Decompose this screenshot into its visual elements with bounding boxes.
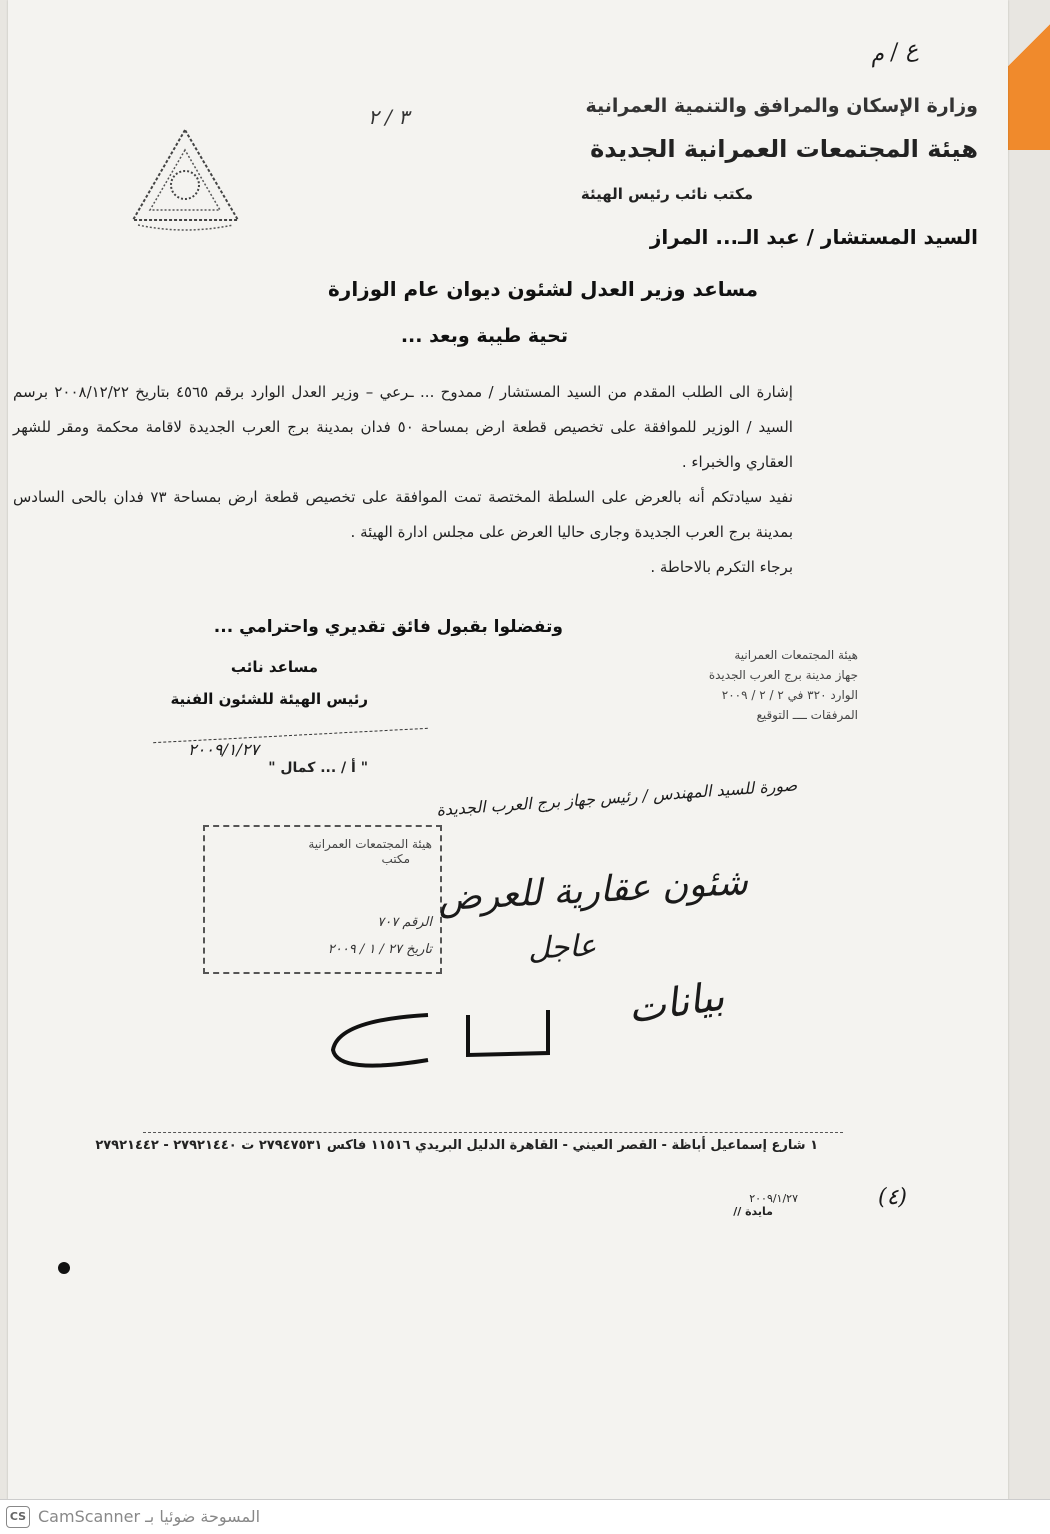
body-paragraph-2: نفيد سيادتكم أنه بالعرض على السلطة المختصة تمت الموافقة على تخصيص قطعة ارض بمساحة ٧٣ فدان بالحى السادس بمدينة برج العرب الجديدة وجارى حاليا العرض على مجلس ادارة الهيئة .: [13, 488, 793, 541]
stamp-line: الوارد ٣٢٠ في ٢ / ٢ / ٢٠٠٩: [721, 688, 858, 702]
stamp-line: هيئة المجتمعات العمرانية: [308, 837, 432, 851]
footer-address: ١ شارع إسماعيل أباظة - القصر العيني - القاهرة الدليل البريدي ١١٥١٦ فاكس ٢٧٩٤٧٥٣١ ت ٢٧٩٢١٤٤٠ - ٢٧٩٢١٤٤٢: [95, 1138, 818, 1153]
body-paragraph-3: برجاء التكرم بالاحاطة .: [650, 558, 793, 576]
stamp-date: تاريخ ٢٧ / ١ / ٢٠٠٩: [327, 942, 432, 957]
incoming-stamp: [608, 645, 858, 760]
addressee-title: مساعد وزير العدل لشئون ديوان عام الوزارة: [328, 277, 758, 301]
ministry-name: وزارة الإسكان والمرافق والتنمية العمرانية: [585, 95, 978, 117]
registry-stamp: [203, 825, 442, 974]
office-name: مكتب نائب رئيس الهيئة: [580, 185, 753, 203]
scanner-watermark-bar: [0, 1499, 1050, 1534]
handwritten-instruction: شئون عقارية للعرض: [437, 861, 749, 920]
scan-speck: [58, 1262, 70, 1274]
stamp-line: مكتب: [381, 852, 410, 866]
letter-body: [13, 375, 793, 585]
signature-date-note: ٢٠٠٩/١/٢٧: [188, 740, 259, 759]
signatory-title: مساعد نائب: [230, 658, 318, 676]
handwritten-urgent: عاجل: [527, 928, 598, 967]
scanner-watermark-text: CamScanner المسوحة ضوئيا بـ: [38, 1507, 261, 1526]
handwritten-date: ٣ / ٢: [368, 105, 409, 129]
signature-scribble-icon: [318, 1005, 568, 1085]
handwritten-copy-note: صورة للسيد المهندس / رئيس جهاز برج العرب الجديدة: [436, 775, 799, 820]
stamp-number: الرقم ٧٠٧: [377, 915, 432, 930]
stamp-line: المرفقات ــــ التوقيع: [756, 708, 858, 722]
footer-date: ٢٠٠٩/١/٢٧: [749, 1192, 798, 1205]
page-number: (٤): [878, 1185, 908, 1210]
body-paragraph-1: إشارة الى الطلب المقدم من السيد المستشار / ممدوح ... ـرعي – وزير العدل الوارد برقم ٤٥٦٥ بتاريخ ٢٠٠٨/١٢/٢٢ برسم السيد / الوزير للموافقة على تخصيص قطعة ارض بمساحة ٥٠ فدان بمدينة برج العرب الجديدة لاقامة محكمة ومقر للشهر العقاري والخبراء .: [13, 383, 793, 471]
closing: وتفضلوا بقبول فائق تقديري واحترامي ...: [213, 617, 563, 637]
handwritten-top-note: ع / م: [868, 36, 920, 69]
footer-typist: مايدة //: [733, 1205, 773, 1218]
footer-divider: [143, 1132, 843, 1133]
signatory-department: رئيس الهيئة للشئون الفنية: [170, 690, 368, 708]
signatory-name: " أ / ... كمال ": [268, 760, 368, 776]
authority-logo-icon: [128, 125, 243, 235]
handwritten-signature: بيانات: [625, 973, 728, 1033]
camscanner-logo-icon: CS: [6, 1506, 30, 1528]
document-page: [8, 0, 1008, 1500]
stamp-line: هيئة المجتمعات العمرانية: [734, 648, 858, 662]
authority-name: هيئة المجتمعات العمرانية الجديدة: [590, 135, 978, 163]
stamp-line: جهاز مدينة برج العرب الجديدة: [708, 668, 858, 682]
greeting: تحية طيبة وبعد ...: [400, 325, 568, 347]
addressee-name: السيد المستشار / عبد الـ... المراز: [649, 225, 978, 249]
